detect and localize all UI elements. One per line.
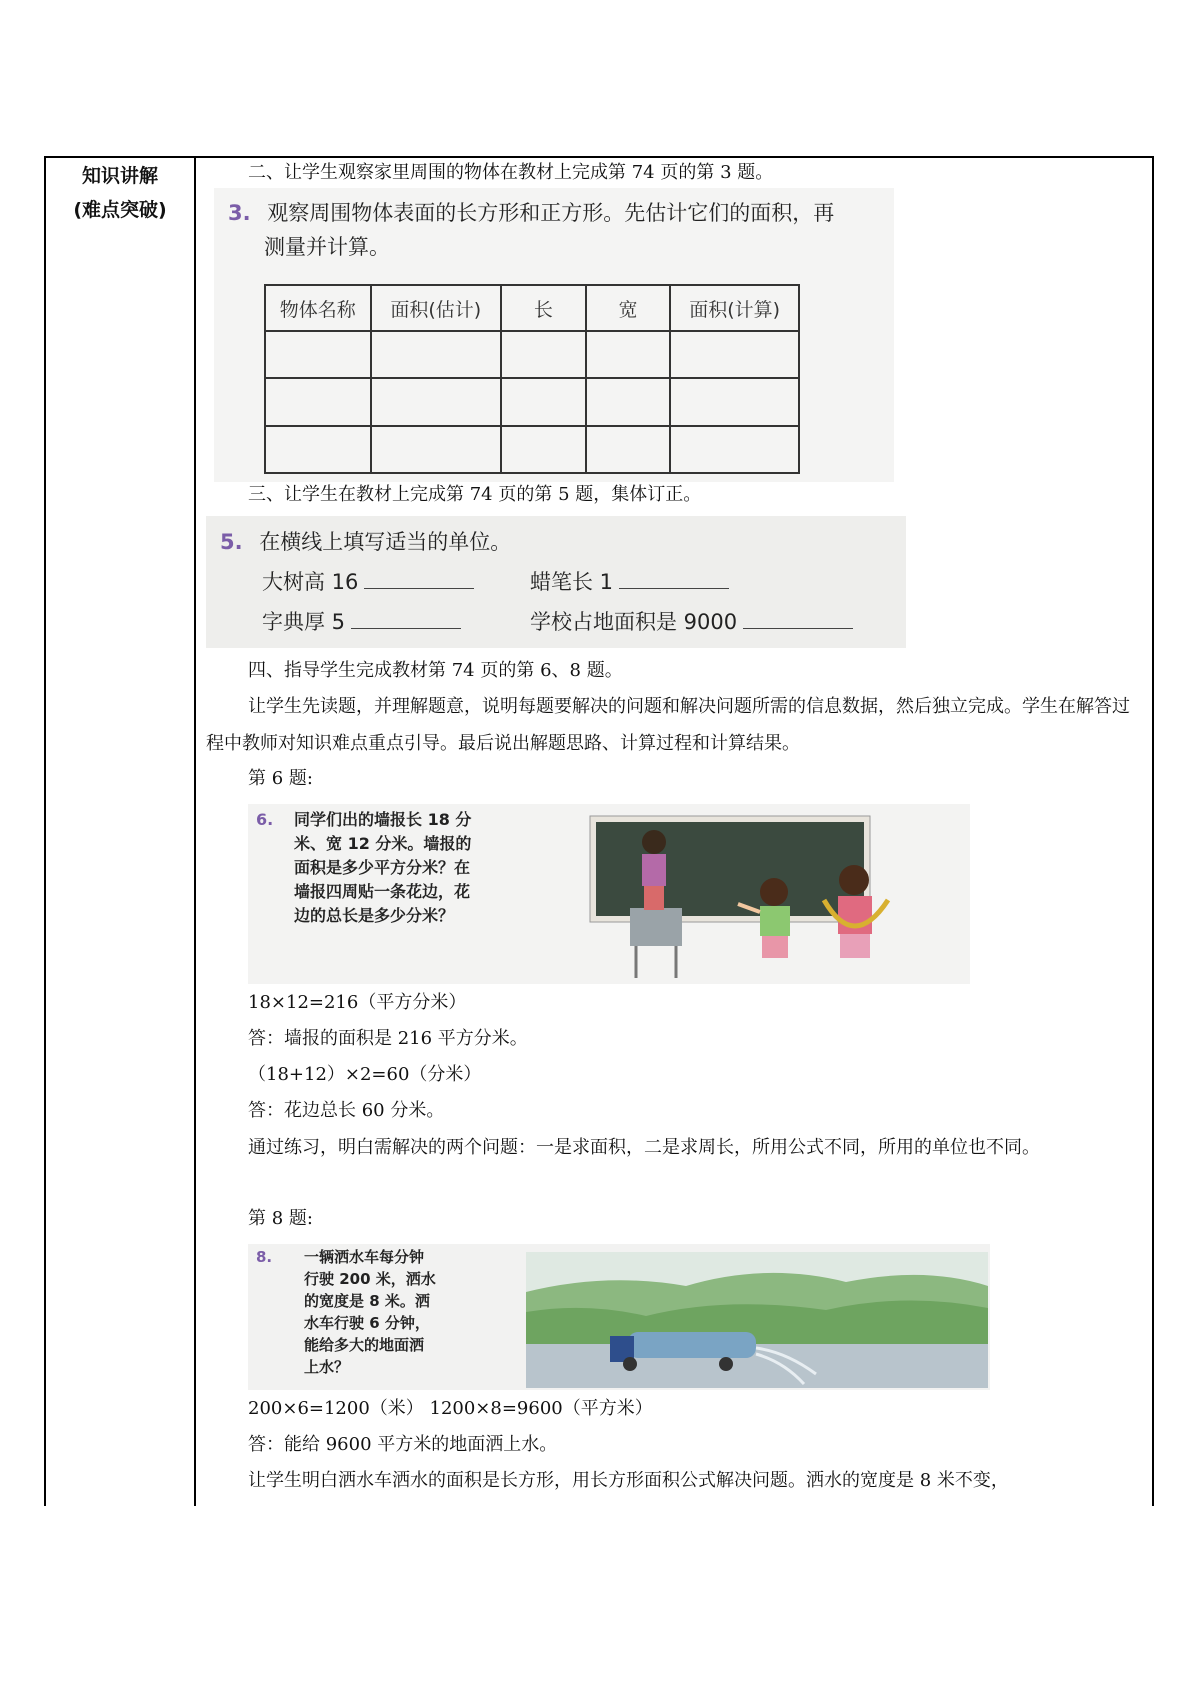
q8-calc: 200×6=1200（米） 1200×8=9600（平方米） [248,1398,653,1419]
section-label-line1: 知识讲解 [81,165,158,187]
exercise3-header: 物体名称 [265,285,371,331]
exercise5-image [206,516,906,648]
exercise5-item3: 字典厚 5 [262,610,346,634]
exercise8-image [248,1244,990,1390]
content-cell [206,158,1144,1506]
exercise8-line: 水车行驶 6 分钟， [304,1314,430,1332]
q8-answer: 答：能给 9600 平方米的地面洒上水。 [248,1434,558,1455]
exercise3-header-row [265,285,799,331]
exercise3-table-row [265,426,799,473]
sprinkler-truck-illustration [526,1252,988,1388]
exercise8-lines [304,1246,436,1378]
exercise3-header: 长 [501,285,586,331]
exercise6-number: 6. [256,810,274,829]
exercise3-header: 宽 [586,285,671,331]
final-paragraph: 让学生明白洒水车洒水的面积是长方形，用长方形面积公式解决问题。洒水的宽度是 8 米不变， [248,1470,1009,1491]
section-label-cell [46,158,196,1506]
blackboard-illustration [588,812,964,982]
q6-calc2: （18+12）×2=60（分米） [248,1064,482,1085]
exercise3-table [264,284,800,474]
section2-heading: 二、让学生观察家里周围的物体在教材上完成第 74 页的第 3 题。 [248,162,774,183]
question6-label: 第 6 题: [248,768,313,789]
answer-blank [351,610,461,629]
exercise3-table-row [265,331,799,378]
exercise3-number: 3. [228,201,251,225]
exercise8-line: 能给多大的地面洒 [304,1336,425,1354]
exercise6-line: 面积是多少平方分米？在 [294,858,471,877]
exercise3-text [228,196,834,264]
lesson-table [44,156,1154,1506]
exercise3-header: 面积(估计) [371,285,502,331]
exercise6-line: 墙报四周贴一条花边，花 [294,882,471,901]
exercise5-item1: 大树高 16 [262,570,359,594]
exercise6-line: 米、宽 12 分米。墙报的 [294,834,472,853]
exercise6-line: 同学们出的墙报长 18 分 [294,810,472,829]
exercise6-image [248,804,970,984]
exercise8-number: 8. [256,1248,273,1266]
q6-calc1: 18×12=216（平方分米） [248,992,467,1013]
intro-paragraph: 让学生先读题，并理解题意，说明每题要解决的问题和解决问题所需的信息数据，然后独立完成。学生在解答过程中教师对知识难点重点引导。最后说出解题思路、计算过程和计算结果。 [206,696,1130,754]
exercise3-table-row [265,378,799,425]
question8-label: 第 8 题: [248,1208,313,1229]
answer-blank [364,570,474,589]
exercise3-image [214,188,894,482]
exercise5-title: 在横线上填写适当的单位。 [259,530,512,554]
exercise3-line2: 测量并计算。 [264,235,390,259]
exercise5-items [262,562,853,642]
exercise5-item2: 蜡笔长 1 [530,570,614,594]
exercise8-line: 行驶 200 米，洒水 [304,1270,436,1288]
section-label-line2: (难点突破) [73,199,167,221]
exercise3-header: 面积(计算) [670,285,799,331]
exercise8-line: 的宽度是 8 米。洒 [304,1292,430,1310]
q6-answer2: 答：花边总长 60 分米。 [248,1100,445,1121]
exercise5-number: 5. [220,530,243,554]
q6-answer1: 答：墙报的面积是 216 平方分米。 [248,1028,528,1049]
section3-heading: 三、让学生在教材上完成第 74 页的第 5 题，集体订正。 [248,484,702,505]
exercise5-text [220,522,511,562]
exercise5-item4: 学校占地面积是 9000 [530,610,738,634]
exercise6-text [256,808,273,832]
answer-blank [743,610,853,629]
section4-heading: 四、指导学生完成教材第 74 页的第 6、8 题。 [248,660,623,681]
exercise3-line1: 观察周围物体表面的长方形和正方形。先估计它们的面积，再 [267,201,835,225]
exercise8-number-wrap [256,1246,272,1268]
answer-blank [619,570,729,589]
exercise6-lines [294,808,471,928]
exercise8-line: 一辆洒水车每分钟 [304,1248,425,1266]
practice-paragraph: 通过练习，明白需解决的两个问题：一是求面积，二是求周长，所用公式不同，所用的单位也不同。 [248,1137,1040,1158]
exercise6-line: 边的总长是多少分米？ [294,906,455,925]
exercise8-line: 上水？ [304,1358,350,1376]
